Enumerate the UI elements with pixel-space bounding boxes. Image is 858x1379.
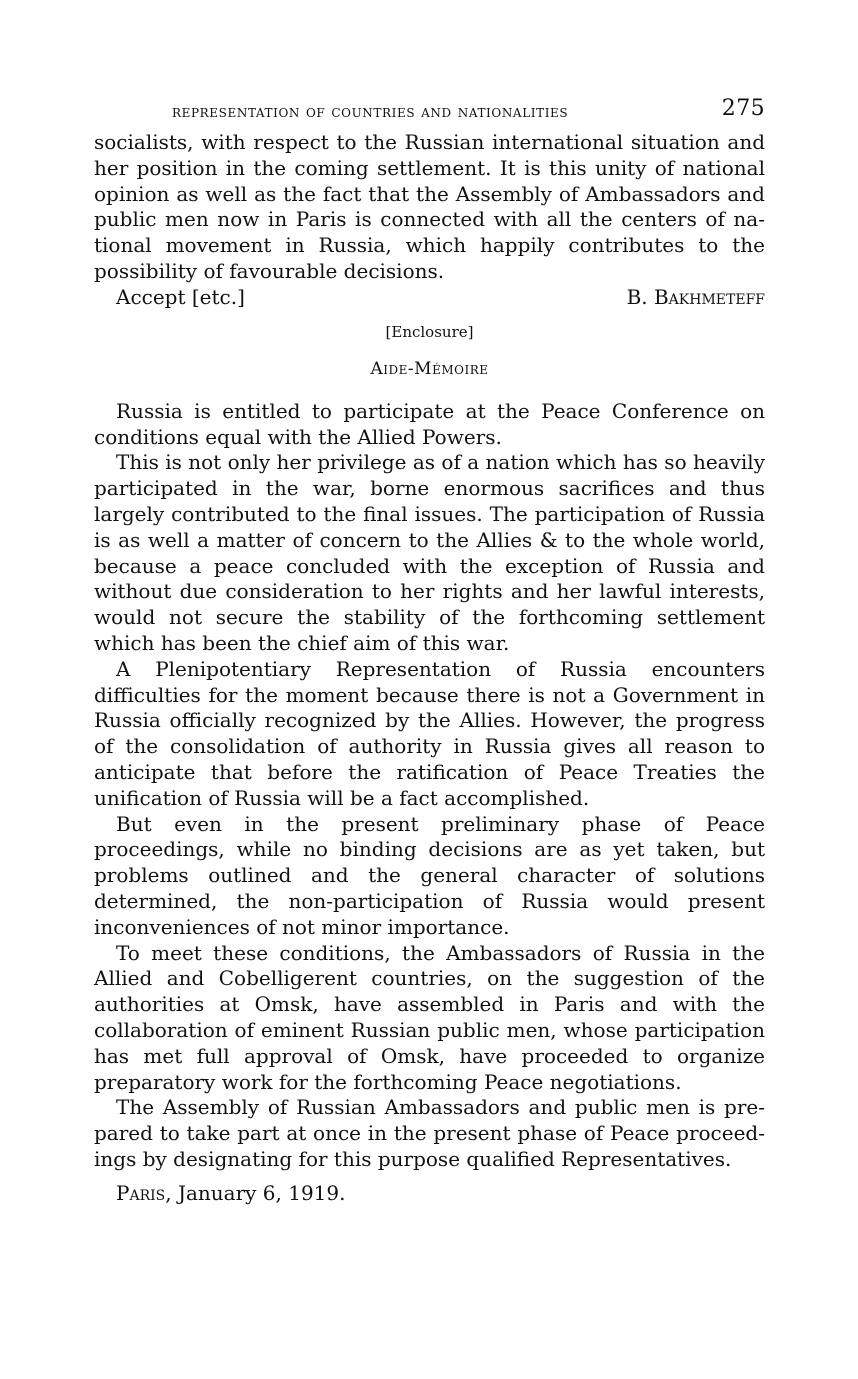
letter-signature: B. Bakhmeteff [626, 284, 765, 309]
page-number: 275 [721, 96, 765, 121]
memo-paragraph-3: A Plenipotentiary Representation of Russia encounters difficulties for the moment because there is not a Government in Russia officially recognized by the Allies. However, the progress of the consolidation of authority in Russia gives all reason to anticipate that before the ratification of Peace Treaties the unification of Russia will be a fact accomplished. [94, 656, 765, 810]
letter-continuation: socialists, with respect to the Russian international situation and her position in the coming settlement. It is this unity of national opinion as well as the fact that the Assembly of Ambassadors and public men now in Paris is connected with all the centers of national movement in Russia, which happily contributes to the possibility of favourable decisions. [94, 130, 765, 283]
running-head [94, 96, 765, 130]
running-head-title: representation of countries and nationalities [172, 102, 569, 122]
enclosure-label: [Enclosure] [385, 322, 474, 341]
memo-paragraph-1: Russia is entitled to participate at the Peace Conference on conditions equal with the Allied Powers. [94, 398, 765, 449]
letter-accept: Accept [etc.] [116, 284, 245, 309]
memo-dateline [94, 1181, 765, 1207]
letter-closing [94, 285, 765, 311]
dateline-place: Paris, [116, 1180, 172, 1205]
memo-paragraph-6: The Assembly of Russian Ambassadors and public men is prepared to take part at once in the present phase of Peace proceedings by designating for this purpose qualified Representatives. [94, 1095, 765, 1171]
document-page [94, 96, 765, 1206]
memo-title: Aide-Mémoire [370, 358, 489, 379]
memo-paragraph-2: This is not only her privilege as of a nation which has so heavily participated in the war, borne enormous sacrifices and thus largely contributed to the final issues. The participation of Russia is as well a matter of concern to the Allies & to the whole world, because a peace concluded with the exception of Russia and without due consideration to her rights and her lawful interests, would not secure the stability of the forthcoming settlement which has been the chief aim of this war. [94, 450, 765, 655]
dateline-date: January 6, 1919. [177, 1180, 346, 1205]
memo-paragraph-4: But even in the present preliminary phase of Peace proceedings, while no binding decisions are as yet taken, but problems outlined and the general character of solutions determined, the non-participation of Russia would present inconveniences of not minor importance. [94, 811, 765, 939]
memo-paragraph-5: To meet these conditions, the Ambassadors of Russia in the Allied and Cobelligerent countries, on the suggestion of the authorities at Omsk, have assembled in Paris and with the collaboration of eminent Russian public men, whose participation has met full approval of Omsk, have proceeded to organize preparatory work for the forthcoming Peace negotiations. [94, 940, 765, 1094]
